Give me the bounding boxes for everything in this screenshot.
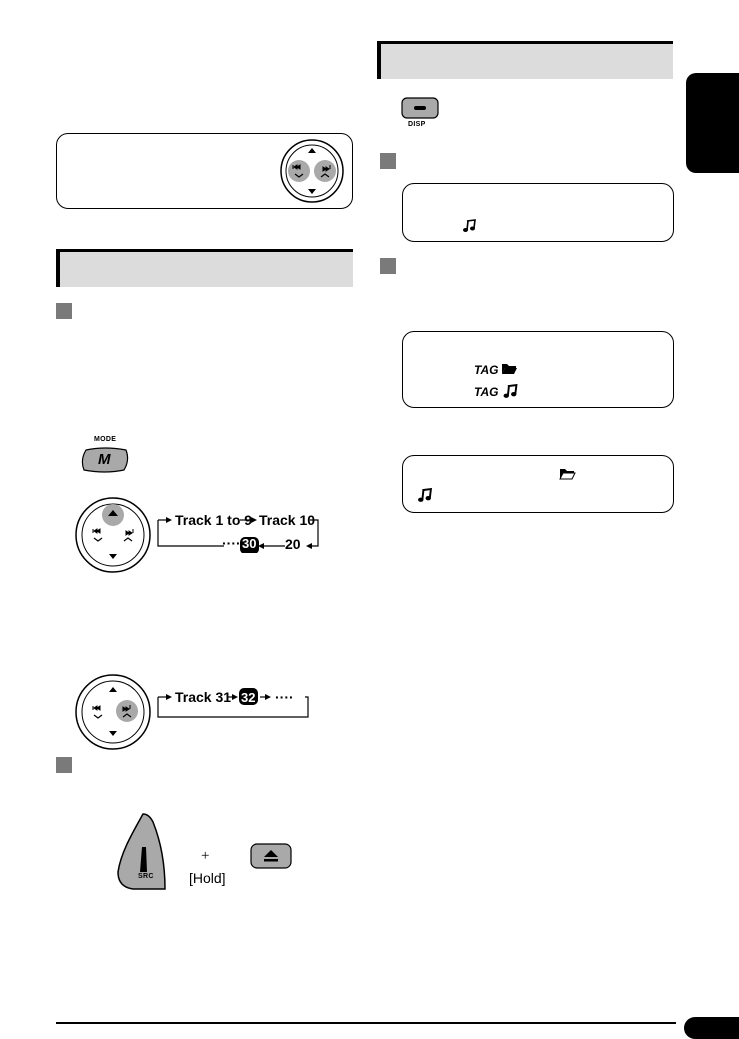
seq1-second: Track 10 — [259, 512, 316, 528]
step-marker-1 — [56, 303, 72, 319]
language-tab — [686, 73, 739, 173]
mode-label: MODE — [94, 436, 117, 443]
page-number-tab — [684, 1017, 739, 1039]
tag-label-music: TAG — [474, 385, 499, 399]
step-marker-4 — [380, 258, 396, 274]
display-box-1 — [402, 183, 674, 242]
seq1-third: 20 — [285, 536, 301, 552]
plus-sign: + — [201, 848, 210, 864]
control-dial-up[interactable] — [74, 496, 152, 574]
seq1-fourth: 30 — [242, 536, 257, 551]
eject-button[interactable] — [250, 843, 292, 869]
seq2-start: Track 31 — [175, 689, 232, 705]
disp-button[interactable] — [401, 97, 439, 119]
control-dial-small — [279, 138, 345, 204]
seq1-dots: ···· — [222, 535, 241, 551]
folder-icon — [559, 468, 576, 481]
display-box-2 — [402, 331, 674, 408]
music-note-icon — [462, 219, 476, 233]
section-heading-left — [56, 249, 353, 287]
seq2-next: 32 — [241, 690, 256, 705]
music-note-icon — [417, 488, 432, 503]
section-heading-right — [377, 41, 673, 79]
music-note-icon — [502, 384, 518, 399]
disp-label: DISP — [408, 121, 426, 128]
folder-icon — [501, 362, 518, 375]
display-box-3 — [402, 455, 674, 513]
step-marker-2 — [56, 757, 72, 773]
src-button[interactable] — [113, 812, 169, 892]
src-label: SRC — [138, 873, 154, 880]
mode-key-label: M — [98, 451, 111, 468]
tag-label-folder: TAG — [474, 363, 499, 377]
seq2-dots: ···· — [275, 689, 294, 705]
step-marker-3 — [380, 153, 396, 169]
bottom-rule — [56, 1022, 676, 1024]
hold-label: [Hold] — [189, 870, 226, 886]
control-dial-forward[interactable] — [74, 673, 152, 751]
seq1-start: Track 1 to 9 — [175, 512, 253, 528]
